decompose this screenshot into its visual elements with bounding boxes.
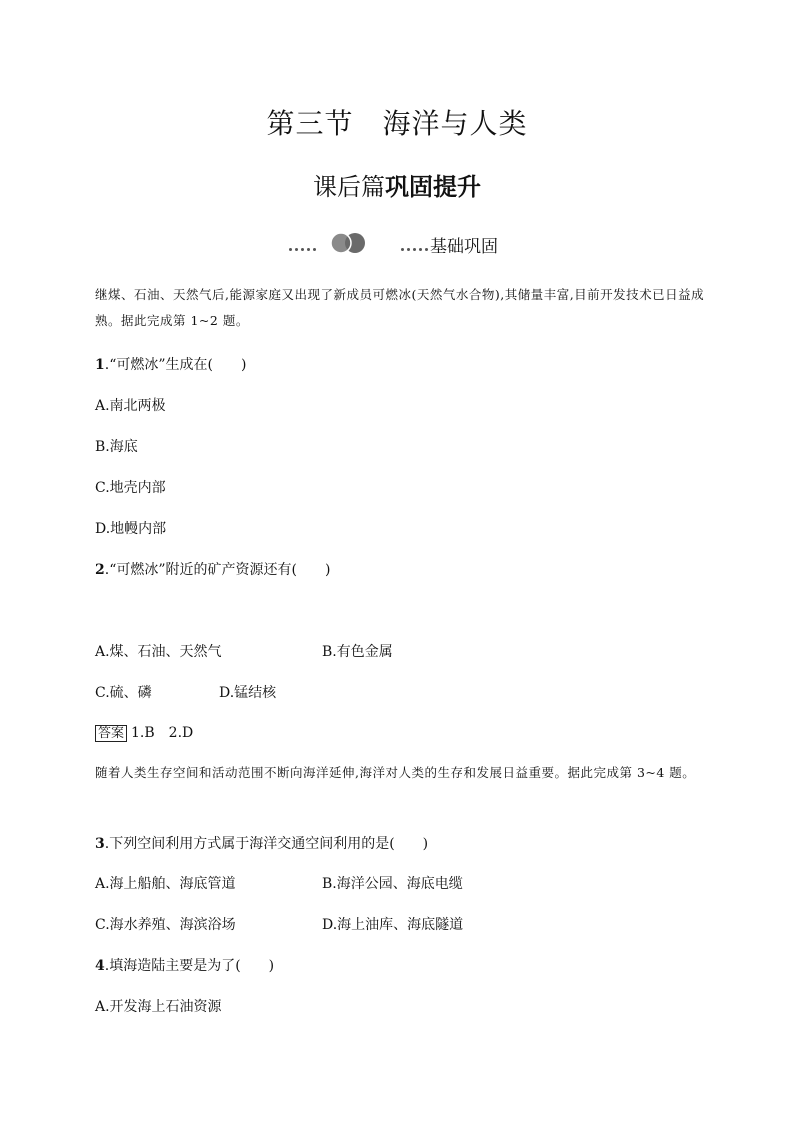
- question-text: .“可燃冰”生成在( ): [104, 357, 247, 373]
- q1-option-d: D.地幔内部: [95, 521, 167, 537]
- question-text: .下列空间利用方式属于海洋交通空间利用的是( ): [104, 836, 429, 852]
- question-number: 4: [95, 958, 105, 974]
- question-number: 1: [95, 357, 105, 373]
- page-title: 第三节 海洋与人类: [266, 107, 528, 140]
- question-1: [95, 354, 246, 374]
- question-2: [95, 559, 330, 579]
- question-3: [95, 833, 428, 853]
- q2-option-a: A.煤、石油、天然气: [95, 644, 222, 660]
- q3-option-d: D.海上油库、海底隧道: [322, 917, 464, 933]
- q4-option-a: A.开发海上石油资源: [95, 999, 222, 1015]
- q3-option-c: C.海水养殖、海滨浴场: [95, 917, 236, 933]
- q3-option-a: A.海上船舶、海底管道: [95, 876, 236, 892]
- answer-label: 答案: [95, 725, 127, 742]
- question-text: .填海造陆主要是为了( ): [104, 958, 275, 974]
- subtitle-bold: 巩固提升: [385, 173, 481, 201]
- question-number: 3: [95, 836, 105, 852]
- q1-option-c: C.地壳内部: [95, 480, 166, 496]
- subtitle-normal: 课后篇: [313, 173, 385, 201]
- q1-option-b: B.海底: [95, 439, 138, 455]
- intro-paragraph-1: 继煤、石油、天然气后,能源家庭又出现了新成员可燃冰(天然气水合物),其储量丰富,目前开发技术已日益成熟。据此完成第 1~2 题。: [95, 287, 705, 328]
- question-number: 2: [95, 562, 105, 578]
- question-text: .“可燃冰”附近的矿产资源还有( ): [104, 562, 331, 578]
- q2-option-d: D.锰结核: [219, 685, 277, 701]
- q2-option-b: B.有色金属: [322, 644, 393, 660]
- q3-option-b: B.海洋公园、海底电缆: [322, 876, 463, 892]
- q1-option-a: A.南北两极: [95, 398, 166, 414]
- section-label: 基础巩固: [430, 237, 498, 257]
- answer-text: 1.B 2.D: [131, 725, 194, 741]
- dots-left-icon: [289, 239, 319, 245]
- subtitle: [0, 167, 794, 202]
- question-4: [95, 955, 274, 975]
- double-circle-icon: [325, 230, 371, 256]
- answer-line: [95, 722, 193, 742]
- intro-paragraph-2: 随着人类生存空间和活动范围不断向海洋延伸,海洋对人类的生存和发展日益重要。据此完成第 3~4 题。: [95, 765, 696, 780]
- dots-right-icon: [401, 239, 431, 245]
- q2-option-c: C.硫、磷: [95, 685, 152, 701]
